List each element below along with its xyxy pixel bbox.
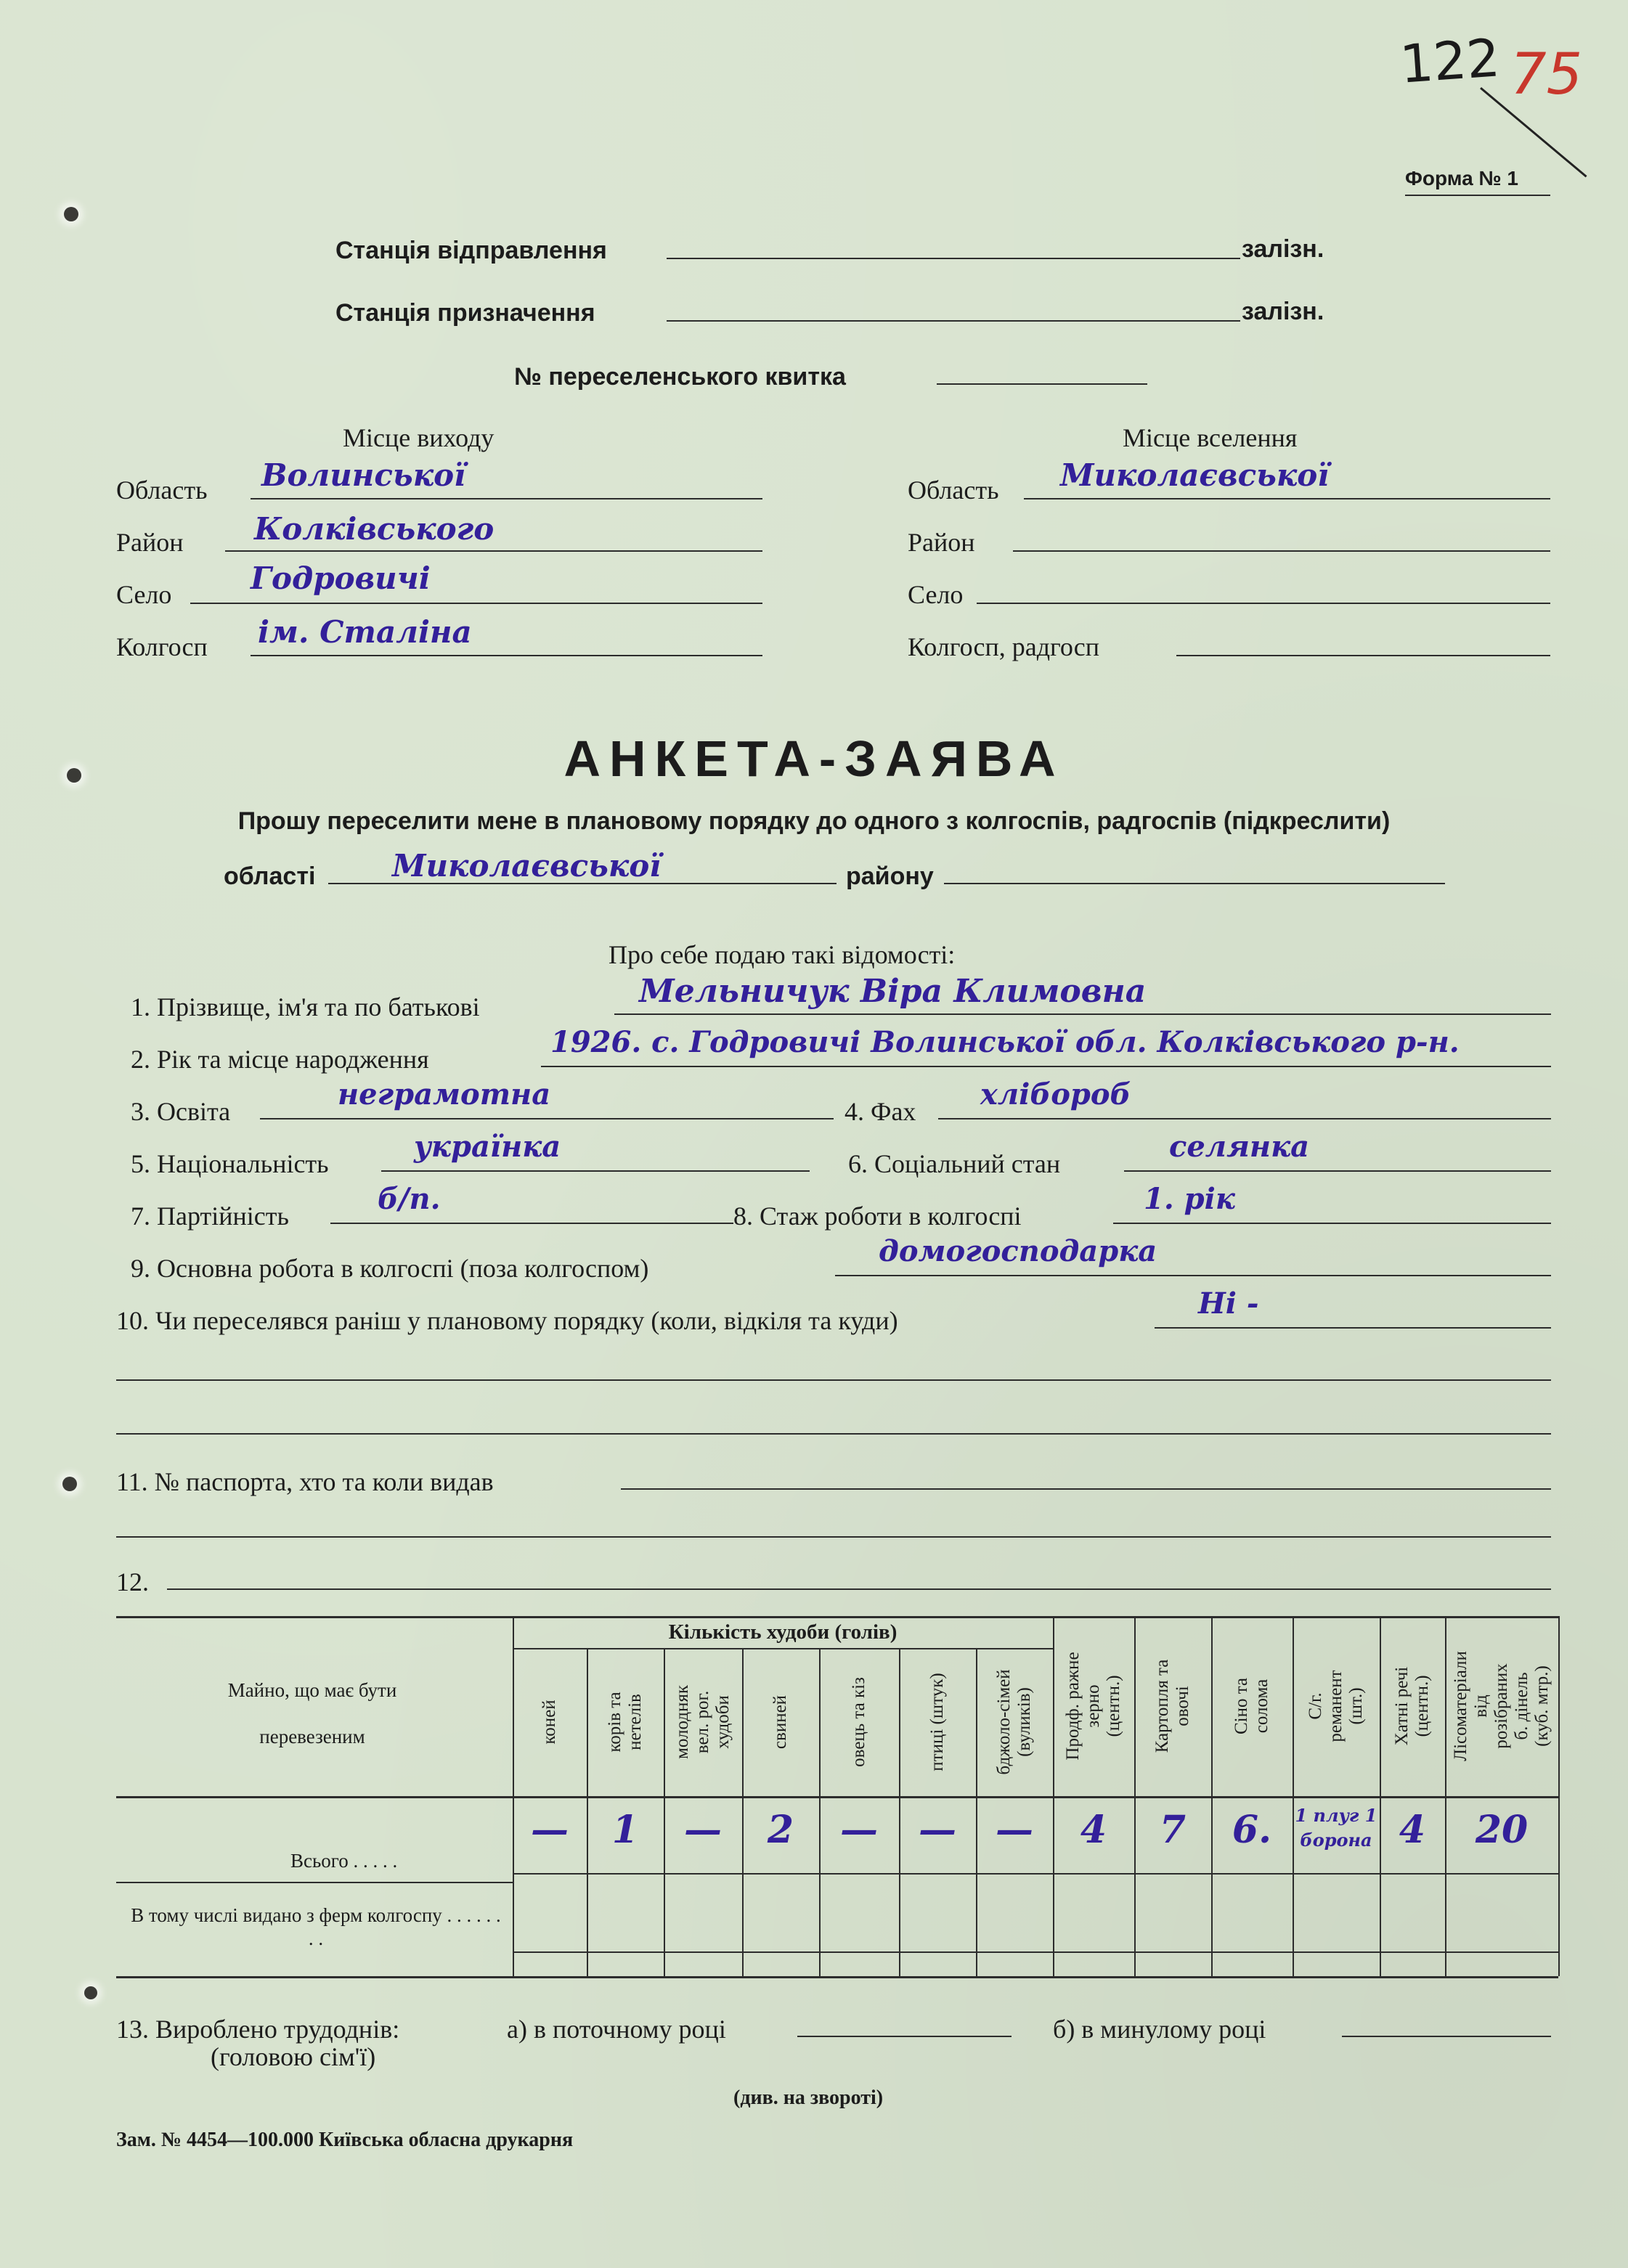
destination-heading: Місце вселення (1123, 423, 1298, 452)
total-row-bottom-left (116, 1882, 513, 1883)
departure-station-label: Станція відправлення (335, 237, 607, 264)
destination-village-line (977, 603, 1550, 604)
punch-hole (62, 1477, 77, 1491)
origin-farm-value: ім. Сталіна (258, 614, 472, 650)
field-1-line (614, 1013, 1551, 1015)
column-header-line: овочі (1173, 1686, 1192, 1726)
info-intro: Про себе подаю такі відомості: (609, 940, 956, 969)
total-value-5: — (840, 1808, 878, 1852)
field-11-label: 11. № паспорта, хто та коли видав (116, 1467, 494, 1496)
origin-region-line (251, 498, 762, 499)
table-column-divider (1445, 1616, 1446, 1976)
field-9-line (835, 1275, 1551, 1276)
see-back-note: (див. на звороті) (733, 2087, 884, 2109)
request-text: Прошу переселити мене в плановому порядку до одного з колгоспів, радгоспів (підкреслити) (237, 807, 1391, 835)
field-3-line (260, 1118, 834, 1119)
destination-district-label: Район (908, 528, 975, 557)
document-title: АНКЕТА-ЗАЯВА (563, 730, 1065, 787)
total-value-9: 7 (1159, 1808, 1187, 1852)
column-header-line: коней (540, 1700, 559, 1745)
ticket-line (937, 383, 1147, 385)
column-header-line: свиней (770, 1694, 790, 1750)
workdays-sub-label: (головою сім'ї) (211, 2042, 376, 2071)
column-header-line: нетелів (625, 1694, 645, 1750)
column-header-line: (вуликів) (1014, 1687, 1034, 1757)
column-header-10 (1232, 1620, 1272, 1792)
workdays-label: 13. Вироблено трудоднів: (116, 2015, 400, 2044)
table-bottom-border (116, 1976, 1558, 1978)
total-value-6: — (919, 1808, 956, 1852)
column-header-13 (1451, 1620, 1552, 1792)
field-7-line (330, 1223, 733, 1224)
column-header-line: овець та кіз (849, 1677, 868, 1767)
workdays-previous-label: б) в минулому році (1053, 2015, 1266, 2044)
livestock-header-underline (513, 1648, 1053, 1649)
destination-region-line (1024, 498, 1550, 499)
column-header-8 (1063, 1620, 1124, 1792)
origin-district-label: Район (116, 528, 184, 557)
punch-hole (84, 1986, 97, 1999)
column-header-line: Лісоматеріали (1451, 1651, 1470, 1761)
field-2-label: 2. Рік та місце народження (131, 1045, 429, 1074)
total-value-10: 6. (1232, 1808, 1272, 1852)
column-header-2 (605, 1652, 646, 1792)
destination-district-line (1013, 550, 1550, 552)
field-1-label: 1. Прізвище, ім'я та по батькові (131, 992, 480, 1021)
arrival-station-label: Станція призначення (335, 299, 595, 327)
field-5-line (381, 1170, 810, 1172)
field-10-extra-line (116, 1433, 1551, 1435)
column-header-line: Картопля та (1152, 1659, 1172, 1753)
field-8-value: 1. рік (1144, 1182, 1235, 1216)
field-8-label: 8. Стаж роботи в колгоспі (733, 1202, 1022, 1231)
column-header-12 (1392, 1620, 1433, 1792)
column-header-line: птиці (штук) (927, 1673, 947, 1771)
oblast-label: області (224, 862, 316, 890)
origin-village-value: Годровичі (251, 560, 431, 596)
column-header-line: Сіно та (1232, 1677, 1251, 1735)
rayon-label: району (846, 862, 934, 890)
column-header-line: зерно (1083, 1684, 1103, 1728)
field-7-value: б/п. (378, 1182, 441, 1216)
field-12-label: 12. (116, 1567, 149, 1596)
field-6-label: 6. Соціальний стан (848, 1149, 1061, 1178)
table-header-bottom (116, 1796, 1558, 1798)
column-header-line: (куб. мтр.) (1532, 1665, 1552, 1747)
field-3-label: 3. Освіта (131, 1097, 231, 1126)
field-3-value: неграмотна (338, 1077, 551, 1111)
field-11-extra-line (116, 1536, 1551, 1538)
column-header-line: б. дінель (1512, 1672, 1531, 1740)
column-header-line: Продф. ражне (1063, 1652, 1083, 1761)
field-5-value: українка (414, 1130, 561, 1164)
origin-farm-label: Колгосп (116, 632, 208, 661)
table-column-divider (1134, 1616, 1136, 1976)
arrival-station-line (667, 320, 1240, 322)
column-header-line: Хатні речі (1392, 1666, 1412, 1746)
field-9-label: 9. Основна робота в колгоспі (поза колгоспом) (131, 1254, 649, 1283)
archive-number: 122 (1398, 27, 1502, 95)
total-value-7: — (996, 1808, 1033, 1852)
origin-region-label: Область (116, 476, 208, 505)
field-6-line (1124, 1170, 1551, 1172)
origin-village-line (190, 603, 762, 604)
field-11-line (621, 1488, 1551, 1490)
column-header-1 (540, 1652, 560, 1792)
total-value-11: 1 плуг 1 борона (1295, 1805, 1377, 1851)
table-column-divider (1558, 1616, 1560, 1976)
workdays-previous-line (1342, 2036, 1551, 2037)
table-top-border (116, 1616, 1558, 1618)
origin-farm-line (251, 655, 762, 656)
field-7-label: 7. Партійність (131, 1202, 289, 1231)
field-8-line (1113, 1223, 1551, 1224)
column-header-11 (1306, 1620, 1367, 1792)
column-header-line: реманент (1326, 1670, 1346, 1742)
column-header-line: від (1471, 1694, 1491, 1718)
form-number: Форма № 1 (1405, 167, 1518, 189)
field-6-value: селянка (1169, 1130, 1310, 1164)
table-column-divider (1380, 1616, 1381, 1976)
column-header-6 (927, 1652, 948, 1792)
arrival-station-suffix: залізн. (1242, 298, 1324, 325)
issued-row-bottom (513, 1951, 1558, 1953)
field-10-extra-line (116, 1379, 1551, 1381)
total-row-label: Всього . . . . . (290, 1850, 398, 1872)
ticket-label: № переселенського квитка (514, 363, 846, 391)
total-value-4: 2 (767, 1808, 794, 1852)
origin-region-value: Волинської (261, 457, 466, 493)
destination-region-label: Область (908, 476, 999, 505)
oblast-value: Миколаєвської (392, 848, 662, 884)
total-value-1: — (531, 1808, 569, 1852)
archive-number-old: 75 (1510, 42, 1583, 107)
table-column-divider (1053, 1616, 1054, 1976)
rayon-line (944, 883, 1445, 884)
destination-region-value: Миколаєвської (1060, 457, 1330, 493)
column-header-line: молодняк (672, 1685, 692, 1759)
origin-heading: Місце виходу (343, 423, 494, 452)
workdays-current-label: а) в поточному році (507, 2015, 726, 2044)
column-header-line: (центн.) (1412, 1675, 1432, 1737)
origin-district-value: Колківського (254, 511, 494, 547)
field-10-value: Ні - (1198, 1286, 1259, 1321)
column-header-3 (672, 1652, 733, 1792)
column-header-line: солома (1252, 1678, 1271, 1734)
destination-farm-line (1176, 655, 1550, 656)
field-4-line (938, 1118, 1551, 1119)
column-header-line: корів та (605, 1692, 624, 1753)
departure-station-line (667, 258, 1240, 259)
field-9-value: домогосподарка (879, 1234, 1157, 1268)
punch-hole (64, 207, 78, 221)
column-header-line: (центн.) (1104, 1675, 1123, 1737)
column-header-line: бджоло-сімей (994, 1669, 1014, 1775)
form-number-underline (1405, 195, 1550, 196)
field-1-value: Мельничук Віра Климовна (639, 973, 1147, 1010)
total-value-3: — (684, 1808, 722, 1852)
field-2-line (541, 1066, 1551, 1067)
column-header-4 (770, 1652, 791, 1792)
column-header-line: (шт.) (1346, 1687, 1366, 1725)
total-value-12: 4 (1399, 1808, 1426, 1852)
origin-village-label: Село (116, 580, 172, 609)
field-10-label: 10. Чи переселявся раніш у плановому порядку (коли, відкіля та куди) (116, 1306, 898, 1335)
table-column-divider (1211, 1616, 1213, 1976)
field-4-label: 4. Фах (844, 1097, 916, 1126)
workdays-current-line (797, 2036, 1012, 2037)
destination-village-label: Село (908, 580, 964, 609)
column-header-line: розібраних (1491, 1663, 1511, 1749)
field-4-value: хлібороб (980, 1077, 1131, 1111)
table-column-divider (513, 1616, 514, 1976)
total-value-2: 1 (611, 1808, 639, 1852)
destination-farm-label: Колгосп, радгосп (908, 632, 1100, 661)
column-header-9 (1152, 1620, 1193, 1792)
field-5-label: 5. Національність (131, 1149, 329, 1178)
total-value-13: 20 (1475, 1808, 1529, 1852)
printer-note: Зам. № 4454—100.000 Київська обласна друкарня (116, 2129, 574, 2151)
field-12-line (167, 1588, 1551, 1590)
field-2-value: 1926. с. Годровичі Волинської обл. Колківського р-н. (550, 1025, 1460, 1059)
issued-row-label: В тому числі видано з ферм колгоспу . . . . . . . . (131, 1904, 501, 1949)
origin-district-line (225, 550, 762, 552)
departure-station-suffix: залізн. (1242, 235, 1324, 263)
field-10-line (1155, 1327, 1551, 1329)
column-header-line: худоби (713, 1695, 733, 1749)
total-row-bottom (513, 1873, 1558, 1875)
column-header-5 (849, 1652, 869, 1792)
column-header-line: С/г. (1306, 1692, 1325, 1720)
livestock-header: Кількість худоби (голів) (668, 1620, 898, 1644)
column-header-line: вел. рог. (693, 1690, 712, 1754)
total-value-8: 4 (1080, 1808, 1107, 1852)
column-header-7 (994, 1652, 1035, 1792)
table-column-divider (1293, 1616, 1294, 1976)
property-header: Майно, що має бути перевезеним (227, 1679, 397, 1747)
